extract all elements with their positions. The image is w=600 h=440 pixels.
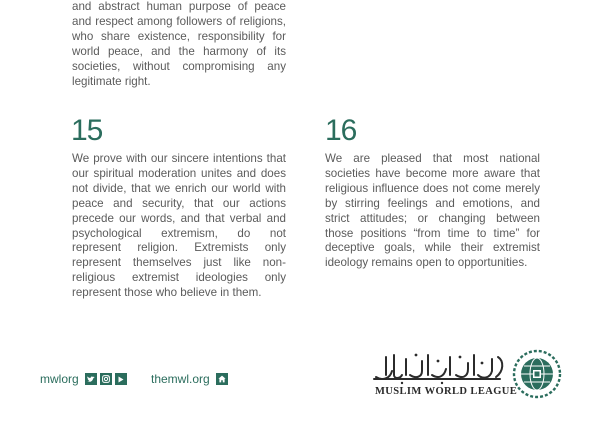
social-handle[interactable]: mwlorg <box>40 372 79 386</box>
globe-emblem-icon <box>512 349 562 399</box>
website-link[interactable] <box>151 372 231 386</box>
website-text[interactable]: themwl.org <box>151 372 210 386</box>
youtube-icon[interactable] <box>115 373 127 385</box>
arabic-calligraphy-logo <box>372 349 507 385</box>
mwl-logo <box>370 349 562 401</box>
home-icon[interactable] <box>216 373 228 385</box>
social-links <box>40 372 130 386</box>
section-16-text: We are pleased that most national societies have become more aware that religious influence does not come merely by stirring feelings and emotions, and strict attitudes; or changing between those positions “from time to time” for deceptive goals, while their extremist ideology remains open to opportunities. <box>325 152 540 270</box>
twitter-icon[interactable] <box>85 373 97 385</box>
section-15-text: We prove with our sincere intentions that our spiritual moderation unites and does not divide, that we enrich our world with peace and security, that our actions precede our words, and that verbal and psychological extremism, do not represent religion. Extremists only represent themselves just like non-religious extremist ideologies only represent those who believe in them. <box>72 152 286 300</box>
section-number-15: 15 <box>71 114 103 147</box>
instagram-icon[interactable] <box>100 373 112 385</box>
logo-english-name: MUSLIM WORLD LEAGUE <box>375 386 518 397</box>
section-number-16: 16 <box>325 114 357 147</box>
intro-paragraph: and abstract human purpose of peace and respect among followers of religions, who share existence, responsibility for world peace, and the harmony of its societies, without compromising any legitimate right. <box>72 0 286 88</box>
